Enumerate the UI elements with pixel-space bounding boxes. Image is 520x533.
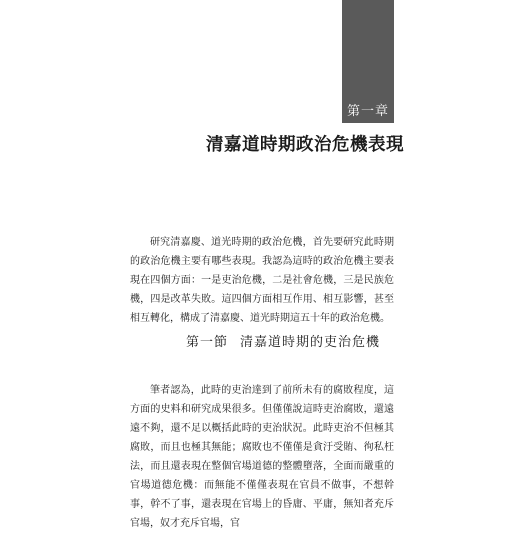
chapter-label: 第一章 [346, 104, 389, 119]
chapter-title: 清嘉道時期政治危機表現 [206, 135, 404, 155]
intro-paragraph-block [130, 233, 394, 328]
section-paragraph-block [130, 381, 394, 533]
intro-paragraph: 研究清嘉慶、道光時期的政治危機，首先要研究此時期的政治危機主要有哪些表現。我認為這時的政治危機主要表現在四個方面：一是吏治危機，二是社會危機，三是民族危機，四是改革失敗。這四個方面相互作用、相互影響，甚至相互轉化，構成了清嘉慶、道光時期這五十年的政治危機。 [130, 237, 394, 324]
section-number: 第一節 [186, 335, 229, 350]
section-title: 清嘉道時期的吏治危機 [240, 335, 381, 350]
chapter-tab [342, 0, 394, 123]
section-paragraph: 筆者認為，此時的吏治達到了前所未有的腐敗程度，這方面的史料和研究成果很多。但僅僅說這時吏治腐敗，還遠遠不夠，還不足以概括此時的吏治狀況。此時吏治不但極其腐敗，而且也極其無能；腐敗也不僅僅是貪汙受賄、徇私枉法，而且還表現在整個官場道德的整體墮落，全面而嚴重的官場道德危機：而無能不僅僅表現在官員不做事，不想幹事，幹不了事，還表現在官場上的昏庸、平庸，無知者充斥官場，奴才充斥官場，官 [130, 385, 394, 529]
section-heading [186, 331, 380, 350]
